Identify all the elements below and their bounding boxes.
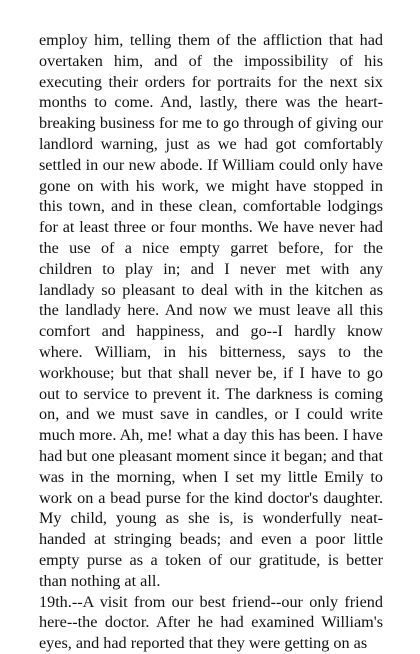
diary-entry-paragraph: 19th.--A visit from our best friend--our only friend here--the doctor. After he had examined William's eyes, and had reported that they were getting on as (39, 592, 383, 653)
body-paragraph: employ him, telling them of the affliction that had overtaken him, and of the impossibility of his executing their orders for portraits for the next six months to come. And, lastly, there was the heart-breaking business for me to go through of giving our landlord warning, just as we had got comfortably settled in our new abode. If William could only have gone on with his work, we might have stopped in this town, and in these clean, comfortable lodgings for at least three or four months. We have never had the use of a nice empty garret before, for the children to play in; and I never met with any landlady so pleasant to deal with in the kitchen as the landlady here. And now we must leave all this comfort and happiness, and go--I hardly know where. William, in his bitterness, says to the workhouse; but that shall never be, if I have to go out to service to prevent it. The darkness is coming on, and we must save in candles, or I could write much more. Ah, me! what a day this has been. I have had but one pleasant moment since it began; and that was in the morning, when I set my little Emily to work on a bead purse for the kind doctor's daughter. My child, young as she is, is wonderfully neat-handed at stringing beads; and even a poor little empty purse as a token of our gratitude, is better than nothing at all. (39, 31, 383, 590)
document-page (39, 30, 383, 654)
